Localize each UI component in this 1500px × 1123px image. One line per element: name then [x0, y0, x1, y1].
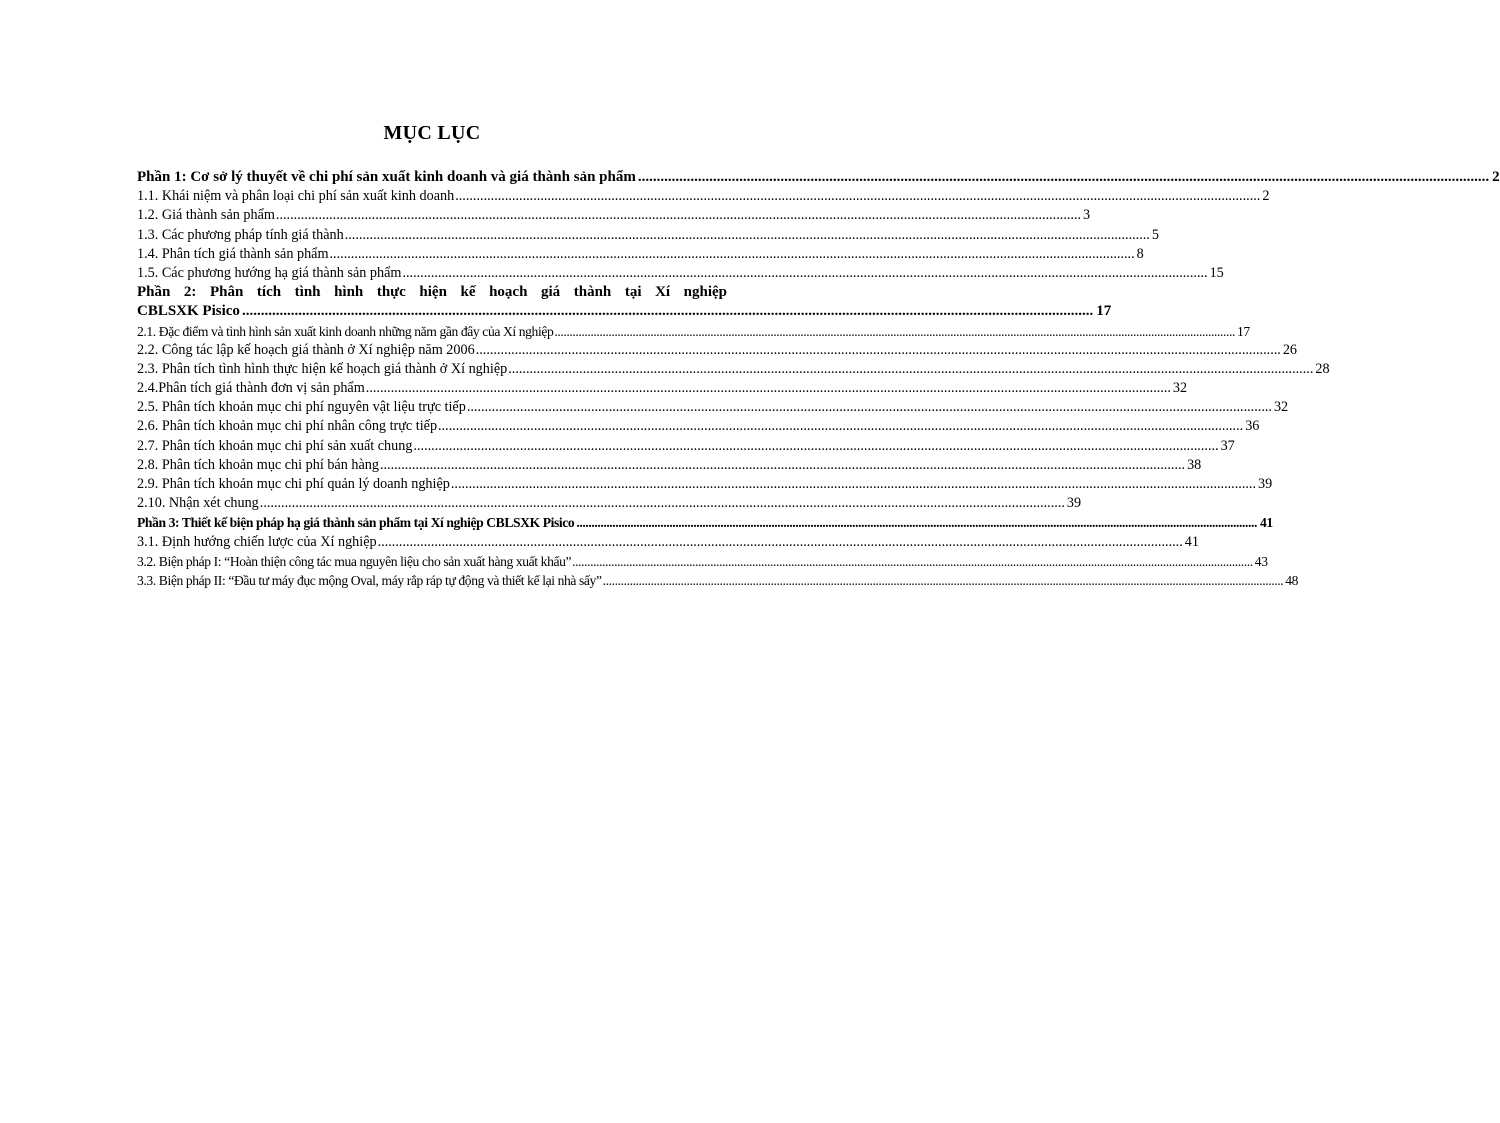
dot-leader	[380, 456, 1185, 475]
toc-entry-label: 2.3. Phân tích tình hình thực hiện kế hoạch giá thành ở Xí nghiệp	[137, 360, 508, 377]
toc-entry-part-3[interactable]	[137, 513, 1273, 532]
dot-leader	[242, 302, 1093, 321]
toc-entry-page: 26	[1282, 341, 1298, 358]
toc-entry-label: 3.2. Biện pháp I: “Hoàn thiện công tác mua nguyên liệu cho sản xuất hàng xuất khẩu”	[137, 553, 572, 569]
page-title: MỤC LỤC	[383, 122, 481, 144]
toc-entry-2-3[interactable]	[137, 360, 1330, 379]
toc-entry-page: 17	[1096, 303, 1112, 320]
toc-entry-2-4[interactable]	[137, 379, 1188, 398]
toc-entry-page: 39	[1258, 476, 1273, 492]
toc-entry-2-10[interactable]	[137, 494, 1082, 513]
dot-leader	[554, 322, 1235, 341]
toc-entry-page: 41	[1184, 533, 1199, 550]
toc-entry-label: 2.10. Nhận xét chung	[137, 495, 259, 512]
dot-leader	[345, 226, 1150, 245]
toc-entry-2-7[interactable]	[137, 437, 1235, 456]
toc-entry-page: 3	[1083, 207, 1091, 224]
toc-entry-part-2-line-1[interactable]	[137, 283, 727, 302]
toc-entry-label: 1.5. Các phương hướng hạ giá thành sản phẩm	[137, 264, 402, 281]
toc-entry-label: 2.4.Phân tích giá thành đơn vị sản phẩm	[137, 380, 365, 397]
toc-entry-part-2-line-2[interactable]	[137, 302, 1112, 321]
dot-leader	[378, 533, 1183, 552]
toc-entry-1-5[interactable]	[137, 264, 1224, 283]
toc-entry-2-2[interactable]	[137, 341, 1298, 360]
toc-entry-page: 41	[1259, 515, 1273, 531]
toc-entry-page: 15	[1209, 264, 1224, 281]
dot-leader	[330, 245, 1135, 264]
toc-entry-label: Phần 3: Thiết kế biện pháp hạ giá thành sản phẩm tại Xí nghiệp CBLSXK Pisico	[137, 515, 575, 531]
toc-entry-label: 2.7. Phân tích khoản mục chi phí sản xuất chung	[137, 437, 413, 454]
toc-entry-label: 1.2. Giá thành sản phẩm	[137, 207, 275, 224]
dot-leader	[467, 398, 1272, 417]
toc-entry-label: CBLSXK Pisico	[137, 303, 240, 320]
toc-entry-page: 37	[1220, 437, 1235, 454]
toc-entry-3-1[interactable]	[137, 533, 1199, 552]
toc-entry-page: 32	[1172, 380, 1188, 397]
toc-entry-page: 43	[1254, 553, 1268, 569]
dot-leader	[438, 417, 1243, 436]
toc-entry-2-9[interactable]	[137, 475, 1273, 494]
dot-leader	[455, 187, 1260, 206]
toc-entry-page: 2	[1492, 169, 1500, 185]
table-of-contents	[137, 168, 1500, 590]
toc-entry-2-5[interactable]	[137, 398, 1289, 417]
toc-entry-label: 2.2. Công tác lập kế hoạch giá thành ở Xí nghiệp năm 2006	[137, 341, 475, 358]
dot-leader	[276, 206, 1081, 225]
toc-entry-label: 1.1. Khái niệm và phân loại chi phí sản xuất kinh doanh	[137, 188, 455, 205]
toc-entry-label: 1.4. Phân tích giá thành sản phẩm	[137, 245, 329, 262]
toc-entry-label: Phần 2: Phân tích tình hình thực hiện kế hoạch giá thành tại Xí nghiệp	[137, 284, 727, 301]
dot-leader	[366, 379, 1171, 398]
toc-entry-1-3[interactable]	[137, 226, 1159, 245]
toc-entry-label: 2.5. Phân tích khoản mục chi phí nguyên vật liệu trực tiếp	[137, 399, 466, 416]
toc-entry-label: 3.1. Định hướng chiến lược của Xí nghiệp	[137, 533, 377, 550]
toc-entry-label: 2.1. Đặc điểm và tình hình sản xuất kinh doanh những năm gần đây của Xí nghiệp	[137, 323, 554, 339]
dot-leader	[576, 513, 1257, 532]
toc-entry-3-3[interactable]	[137, 571, 1299, 590]
toc-entry-1-4[interactable]	[137, 245, 1144, 264]
toc-entry-label: 3.3. Biện pháp II: “Đầu tư máy đục mộng Oval, máy rắp ráp tự động và thiết kế lại nhà sấy”	[137, 572, 602, 588]
toc-entry-page: 2	[1262, 188, 1270, 205]
toc-entry-page: 36	[1245, 418, 1260, 435]
dot-leader	[603, 571, 1284, 590]
toc-entry-2-1[interactable]	[137, 322, 1250, 341]
toc-entry-page: 28	[1315, 360, 1330, 377]
dot-leader	[572, 552, 1253, 571]
dot-leader	[476, 341, 1281, 360]
dot-leader	[638, 168, 1489, 187]
toc-entry-page: 8	[1136, 245, 1144, 262]
toc-entry-2-8[interactable]	[137, 456, 1202, 475]
toc-entry-page: 32	[1273, 399, 1289, 416]
toc-entry-part-1[interactable]	[137, 168, 1500, 187]
dot-leader	[508, 360, 1313, 379]
toc-entry-1-2[interactable]	[137, 206, 1091, 225]
toc-entry-label: 2.9. Phân tích khoản mục chi phí quản lý doanh nghiệp	[137, 476, 450, 492]
dot-leader	[260, 494, 1065, 513]
dot-leader	[402, 264, 1207, 283]
toc-entry-2-6[interactable]	[137, 417, 1260, 436]
dot-leader	[451, 475, 1256, 494]
toc-entry-page: 17	[1237, 323, 1250, 339]
toc-entry-3-2[interactable]	[137, 552, 1268, 571]
toc-entry-label: 2.8. Phân tích khoản mục chi phí bán hàng	[137, 456, 379, 473]
toc-entry-page: 5	[1151, 226, 1159, 243]
toc-entry-page: 39	[1066, 495, 1082, 512]
toc-entry-1-1[interactable]	[137, 187, 1270, 206]
toc-entry-page: 48	[1285, 572, 1299, 588]
toc-entry-label: Phần 1: Cơ sở lý thuyết về chi phí sản xuất kinh doanh và giá thành sản phẩm	[137, 169, 636, 185]
dot-leader	[413, 437, 1218, 456]
toc-entry-label: 1.3. Các phương pháp tính giá thành	[137, 226, 344, 243]
toc-entry-page: 38	[1187, 456, 1202, 473]
toc-entry-label: 2.6. Phân tích khoản mục chi phí nhân công trực tiếp	[137, 418, 438, 435]
